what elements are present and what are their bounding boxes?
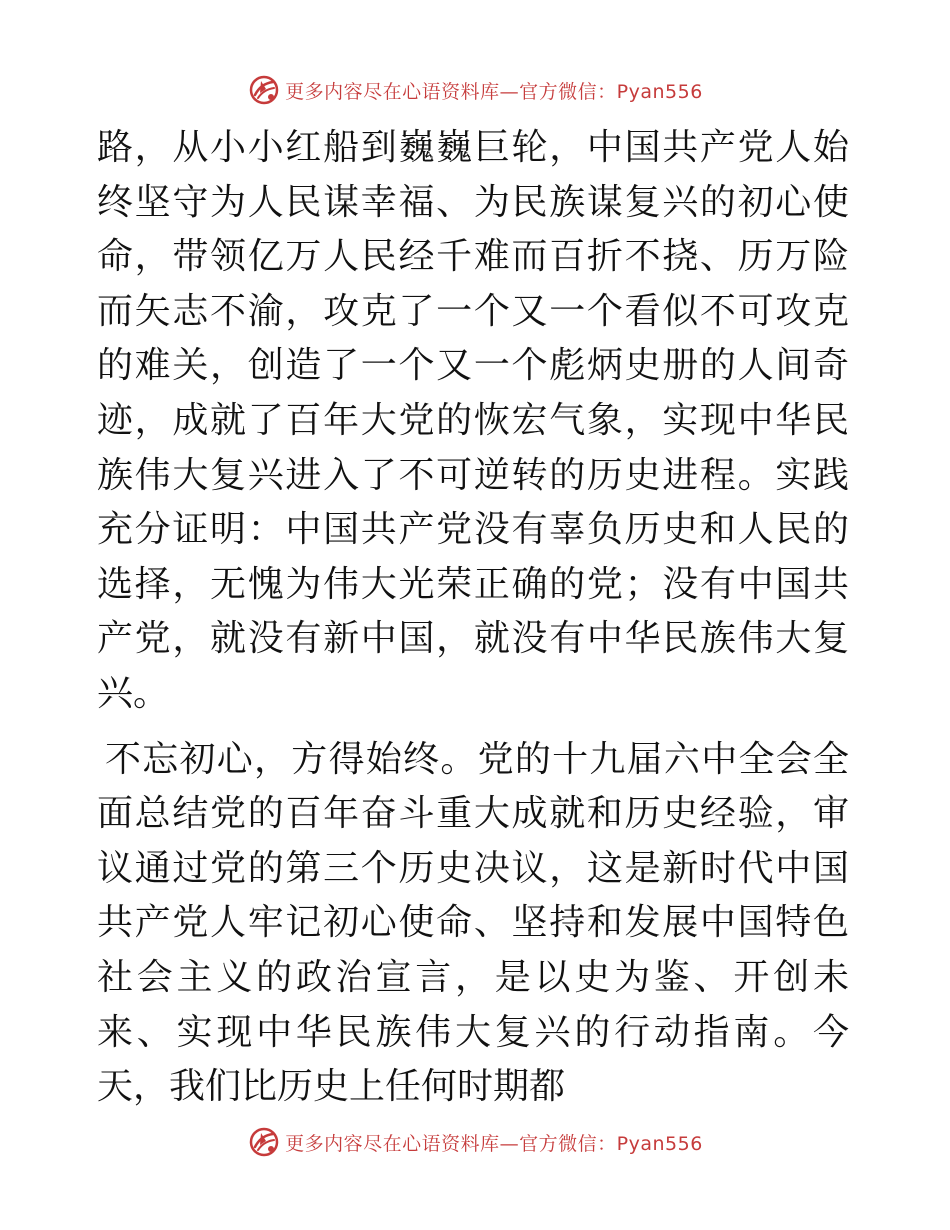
- footer-watermark-banner: [0, 1122, 950, 1162]
- wechat-id: Pyan556: [616, 80, 703, 103]
- wechat-id: Pyan556: [616, 1132, 703, 1155]
- watermark-text: 更多内容尽在心语资料库—官方微信：Pyan556: [285, 1132, 703, 1155]
- red-hand-globe-logo-icon: [247, 1125, 281, 1159]
- paragraph-2: 不忘初心，方得始终。党的十九届六中全会全面总结党的百年奋斗重大成就和历史经验，审议通过党的第三个历史决议，这是新时代中国共产党人牢记初心使命、坚持和发展中国特色社会主义的政治宣言，是以史为鉴、开创未来、实现中华民族伟大复兴的行动指南。今天，我们比历史上任何时期都: [97, 738, 849, 1108]
- watermark-text: 更多内容尽在心语资料库—官方微信：Pyan556: [285, 80, 703, 103]
- document-body: [97, 121, 849, 1115]
- paragraph-1: 路，从小小红船到巍巍巨轮，中国共产党人始终坚守为人民谋幸福、为民族谋复兴的初心使命，带领亿万人民经千难而百折不挠、历万险而矢志不渝，攻克了一个又一个看似不可攻克的难关，创造了一个又一个彪炳史册的人间奇迹，成就了百年大党的恢宏气象，实现中华民族伟大复兴进入了不可逆转的历史进程。实践充分证明：中国共产党没有辜负历史和人民的选择，无愧为伟大光荣正确的党；没有中国共产党，就没有新中国，就没有中华民族伟大复兴。: [97, 127, 849, 714]
- header-watermark-banner: [0, 70, 950, 110]
- red-hand-globe-logo-icon: [247, 73, 281, 107]
